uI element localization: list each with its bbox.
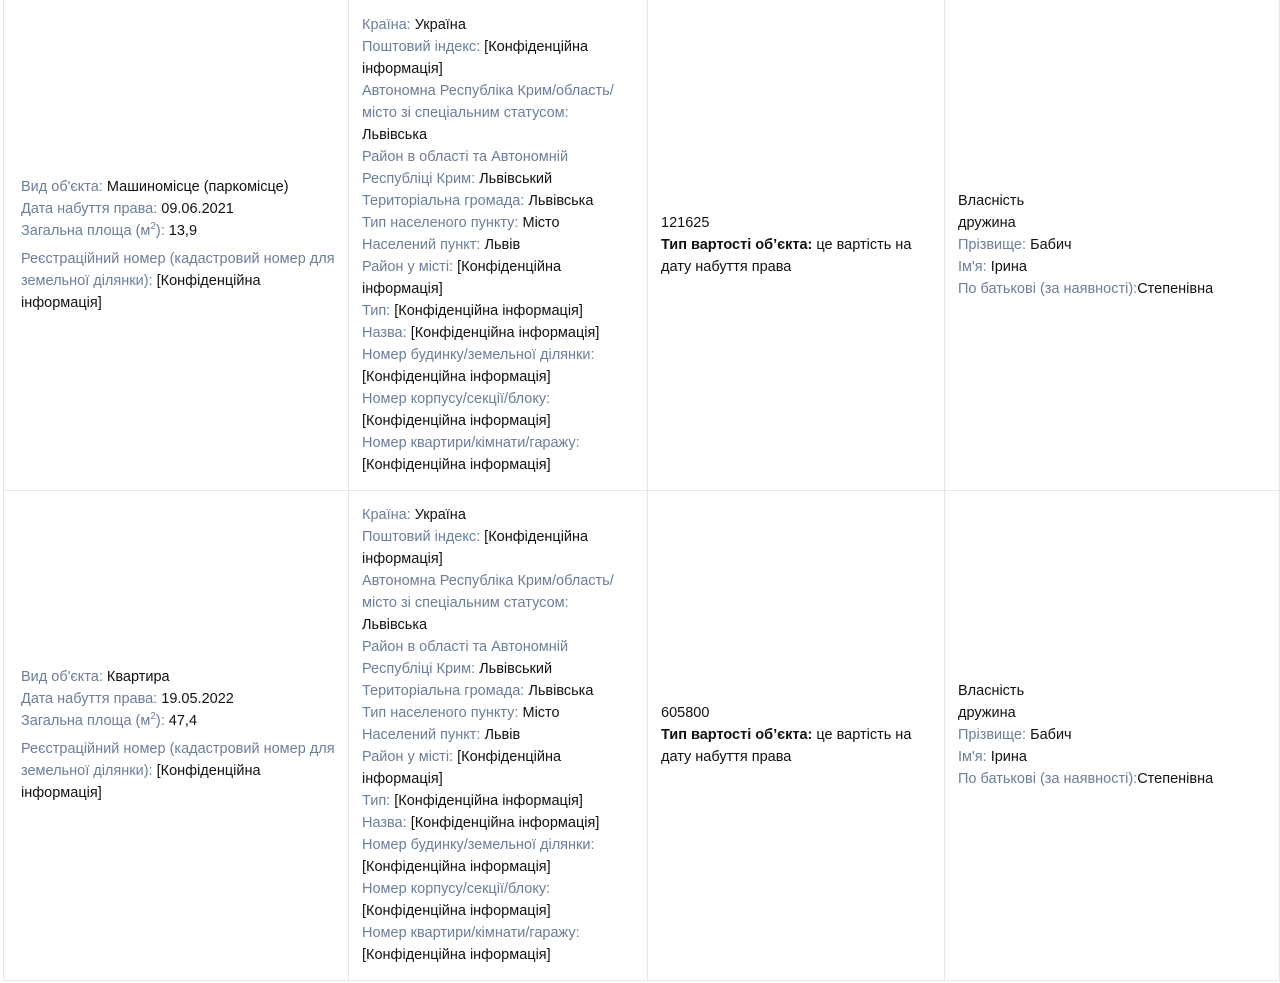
registration-number-label: Реєстраційний номер (кадастровий номер для земельної ділянки): xyxy=(21,741,335,779)
street-type-label: Тип: xyxy=(362,302,391,319)
district-label: Район в області та Автономній Республіці Крим: xyxy=(362,639,569,677)
object-info-cell xyxy=(4,0,349,490)
owner-relation: дружина xyxy=(958,705,1016,721)
cost-value: 121625 xyxy=(661,214,710,231)
apartment-number-label: Номер квартири/кімнати/гаражу: xyxy=(362,434,580,451)
acquisition-date-label: Дата набуття права: xyxy=(21,200,158,217)
apartment-number-value: [Конфіденційна інформація] xyxy=(362,456,551,473)
community-label: Територіальна громада: xyxy=(362,192,525,209)
ownership-type: Власність xyxy=(958,683,1025,699)
postal-code-value: [Конфіденційна інформація] xyxy=(362,38,589,77)
postal-code-value: [Конфіденційна інформація] xyxy=(362,529,589,567)
owner-relation: дружина xyxy=(958,214,1016,231)
settlement-value: Львів xyxy=(484,236,521,253)
postal-code-label: Поштовий індекс: xyxy=(362,38,481,55)
property-table xyxy=(3,0,1280,981)
cost-type-value: це вартість на дату набуття права xyxy=(661,236,912,275)
district-value: Львівський xyxy=(479,170,553,187)
block-number-label: Номер корпусу/секції/блоку: xyxy=(362,881,551,897)
street-type-label: Тип: xyxy=(362,793,391,809)
surname-value: Бабич xyxy=(1030,727,1072,743)
building-number-value: [Конфіденційна інформація] xyxy=(362,368,551,385)
registration-number-label: Реєстраційний номер (кадастровий номер для земельної ділянки): xyxy=(21,250,335,289)
block-number-label: Номер корпусу/секції/блоку: xyxy=(362,390,551,407)
cost-value: 605800 xyxy=(661,705,710,721)
block-number-value: [Конфіденційна інформація] xyxy=(362,903,551,919)
address-cell xyxy=(349,490,648,980)
patronymic-value: Степенівна xyxy=(1137,771,1214,787)
settlement-type-label: Тип населеного пункту: xyxy=(362,214,519,231)
table-row xyxy=(4,0,1280,490)
region-value: Львівська xyxy=(362,617,428,633)
settlement-type-label: Тип населеного пункту: xyxy=(362,705,519,721)
cost-type-label: Тип вартості об’єкта: xyxy=(661,236,813,253)
object-type-label: Вид об'єкта: xyxy=(21,669,103,685)
object-type-label: Вид об'єкта: xyxy=(21,178,103,195)
country-value: Україна xyxy=(414,16,466,33)
district-label: Район в області та Автономній Республіці Крим: xyxy=(362,148,569,187)
table-row xyxy=(4,490,1280,980)
settlement-type-value: Місто xyxy=(522,214,560,231)
first-name-label: Ім'я: xyxy=(958,749,987,765)
registration-number-value: [Конфіденційна інформація] xyxy=(21,272,261,311)
patronymic-label: По батькові (за наявності): xyxy=(958,280,1138,297)
ownership-type: Власність xyxy=(958,192,1025,209)
apartment-number-value: [Конфіденційна інформація] xyxy=(362,947,551,963)
object-type-value: Машиномісце (паркомісце) xyxy=(106,178,289,195)
apartment-number-label: Номер квартири/кімнати/гаражу: xyxy=(362,925,580,941)
object-type-value: Квартира xyxy=(106,669,170,685)
total-area-label: Загальна площа $(м^2)$: xyxy=(21,220,165,239)
acquisition-date-value: 09.06.2021 xyxy=(161,200,234,217)
patronymic-value: Степенівна xyxy=(1137,280,1214,297)
country-value: Україна xyxy=(414,507,466,523)
first-name-value: Ірина xyxy=(990,258,1027,275)
country-label: Країна: xyxy=(362,507,411,523)
street-name-label: Назва: xyxy=(362,815,407,831)
address-cell xyxy=(349,0,648,490)
settlement-value: Львів xyxy=(484,727,521,743)
cost-type-value: це вартість на дату набуття права xyxy=(661,727,912,765)
postal-code-label: Поштовий індекс: xyxy=(362,529,481,545)
owner-cell xyxy=(945,0,1280,490)
region-value: Львівська xyxy=(362,126,428,143)
registration-number-value: [Конфіденційна інформація] xyxy=(21,763,261,801)
community-label: Територіальна громада: xyxy=(362,683,525,699)
building-number-label: Номер будинку/земельної ділянки: xyxy=(362,837,595,853)
settlement-label: Населений пункт: xyxy=(362,236,481,253)
acquisition-date-label: Дата набуття права: xyxy=(21,691,158,707)
street-type-value: [Конфіденційна інформація] xyxy=(394,302,583,319)
street-type-value: [Конфіденційна інформація] xyxy=(394,793,583,809)
city-district-value: [Конфіденційна інформація] xyxy=(362,258,562,297)
first-name-label: Ім'я: xyxy=(958,258,987,275)
total-area-label: Загальна площа $(м^2)$: xyxy=(21,711,165,729)
city-district-label: Район у місті: xyxy=(362,258,454,275)
first-name-value: Ірина xyxy=(990,749,1027,765)
total-area-value: 47,4 xyxy=(168,713,198,729)
patronymic-label: По батькові (за наявності): xyxy=(958,771,1138,787)
cost-cell xyxy=(648,490,945,980)
district-value: Львівський xyxy=(479,661,553,677)
cost-type-label: Тип вартості об’єкта: xyxy=(661,727,813,743)
surname-label: Прізвище: xyxy=(958,236,1027,253)
acquisition-date-value: 19.05.2022 xyxy=(161,691,234,707)
street-name-value: [Конфіденційна інформація] xyxy=(410,324,600,341)
block-number-value: [Конфіденційна інформація] xyxy=(362,412,551,429)
city-district-value: [Конфіденційна інформація] xyxy=(362,749,562,787)
community-value: Львівська xyxy=(528,192,594,209)
total-area-value: 13,9 xyxy=(168,222,198,239)
surname-value: Бабич xyxy=(1030,236,1072,253)
region-label: Автономна Республіка Крим/область/ місто зі спеціальним статусом: xyxy=(362,573,614,611)
country-label: Країна: xyxy=(362,16,411,33)
street-name-label: Назва: xyxy=(362,324,407,341)
cost-cell xyxy=(648,0,945,490)
settlement-label: Населений пункт: xyxy=(362,727,481,743)
city-district-label: Район у місті: xyxy=(362,749,454,765)
owner-cell xyxy=(945,490,1280,980)
building-number-label: Номер будинку/земельної ділянки: xyxy=(362,346,595,363)
building-number-value: [Конфіденційна інформація] xyxy=(362,859,551,875)
community-value: Львівська xyxy=(528,683,594,699)
surname-label: Прізвище: xyxy=(958,727,1027,743)
street-name-value: [Конфіденційна інформація] xyxy=(410,815,600,831)
settlement-type-value: Місто xyxy=(522,705,560,721)
object-info-cell xyxy=(4,490,349,980)
region-label: Автономна Республіка Крим/область/ місто зі спеціальним статусом: xyxy=(362,82,614,121)
